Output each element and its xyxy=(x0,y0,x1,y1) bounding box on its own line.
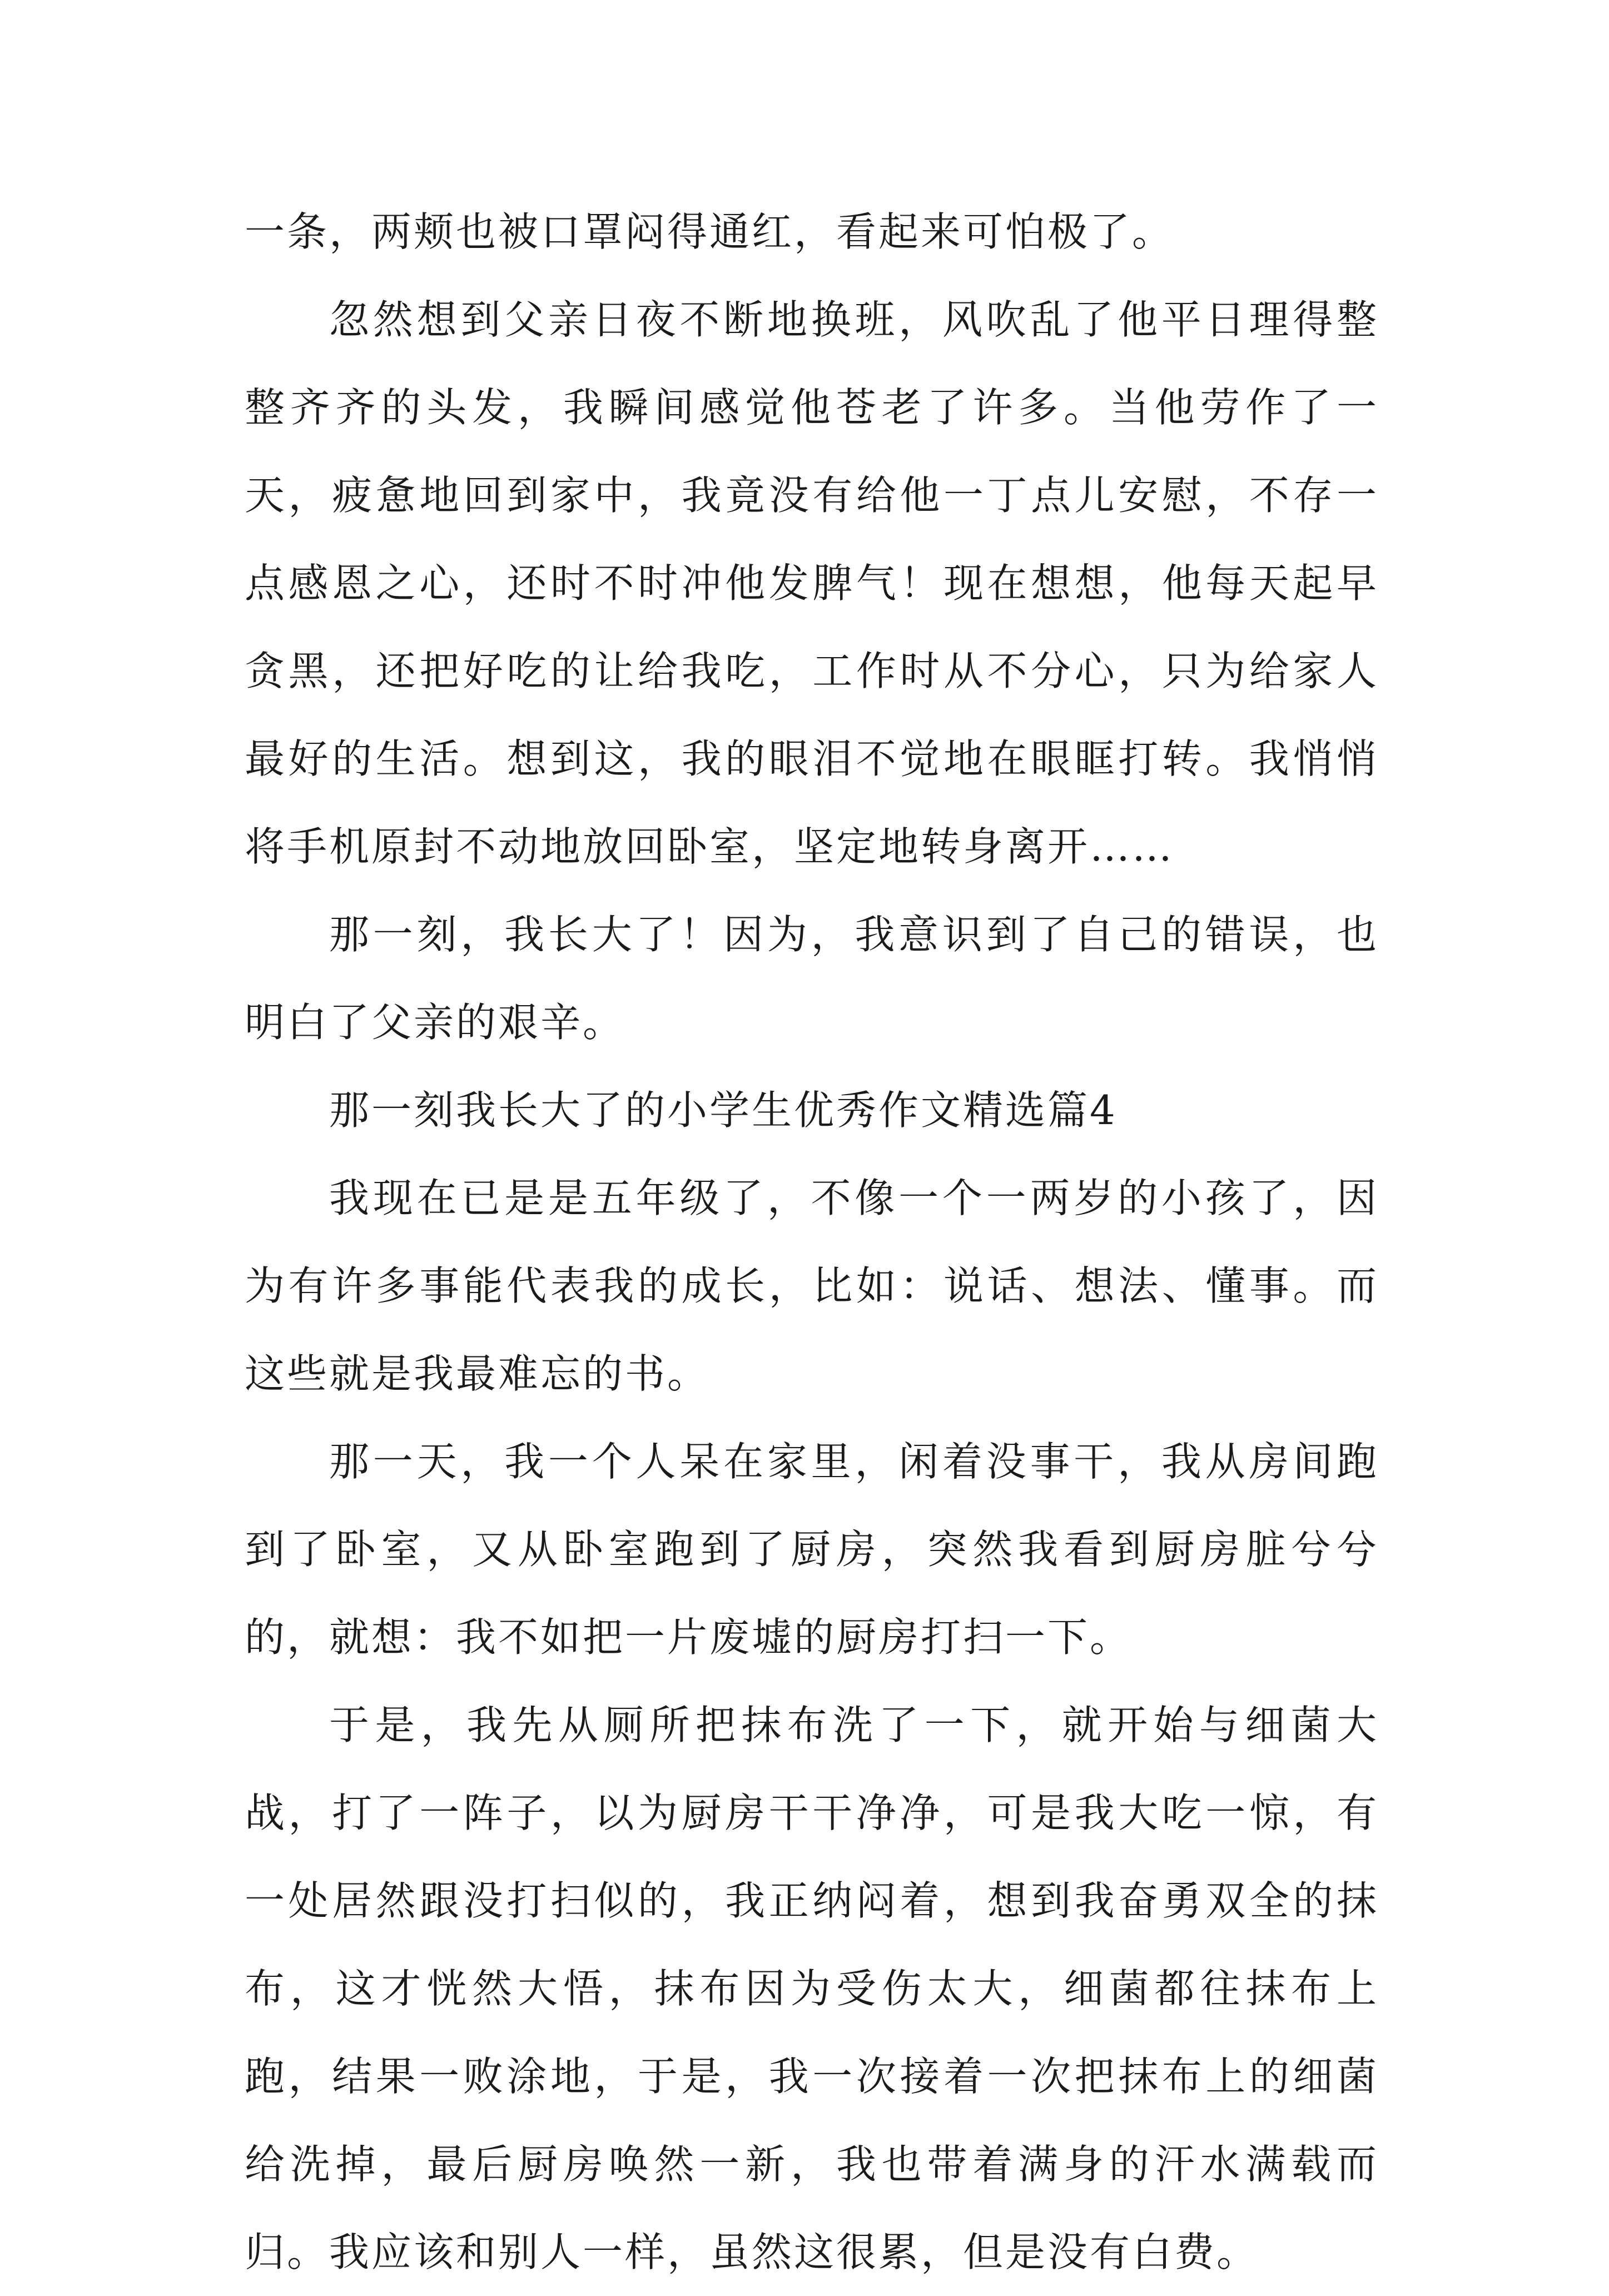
paragraph-continued: 一条，两颊也被口罩闷得通红，看起来可怕极了。 xyxy=(245,208,1175,255)
paragraph-fifth-grade: 我现在已是是五年级了，不像一个一两岁的小孩了，因为有许多事能代表我的成长，比如：说话、想法、懂事。而这些就是我最难忘的书。 xyxy=(245,1175,1379,1397)
essay-title-4: 那一刻我长大了的小学生优秀作文精选篇4 xyxy=(329,1087,1118,1134)
paragraph-cleaning: 于是，我先从厕所把抹布洗了一下，就开始与细菌大战，打了一阵子，以为厨房干干净净，可是我大吃一惊，有一处居然跟没打扫似的，我正纳闷着，想到我奋勇双全的抹布，这才恍然大悟，抹布因为受伤太大，细菌都往抹布上跑，结果一败涂地，于是，我一次接着一次把抹布上的细菌给洗掉，最后厨房唤然一新，我也带着满身的汗水满载而归。我应该和别人一样，虽然这很累，但是没有白费。 xyxy=(245,1702,1379,2275)
paragraph-grew-up: 那一刻，我长大了！因为，我意识到了自己的错误，也明白了父亲的艰辛。 xyxy=(245,911,1379,1046)
paragraph-father-reflection: 忽然想到父亲日夜不断地换班，风吹乱了他平日理得整整齐齐的头发，我瞬间感觉他苍老了许多。当他劳作了一天，疲惫地回到家中，我竟没有给他一丁点儿安慰，不存一点感恩之心，还时不时冲他发脾气！现在想想，他每天起早贪黑，还把好吃的让给我吃，工作时从不分心，只为给家人最好的生活。想到这，我的眼泪不觉地在眼眶打转。我悄悄将手机原封不动地放回卧室，坚定地转身离开…… xyxy=(245,296,1379,870)
paragraph-that-day: 那一天，我一个人呆在家里，闲着没事干，我从房间跑到了卧室，又从卧室跑到了厨房，突然我看到厨房脏兮兮的，就想：我不如把一片废墟的厨房打扫一下。 xyxy=(245,1438,1379,1661)
body-text xyxy=(245,188,1379,2296)
